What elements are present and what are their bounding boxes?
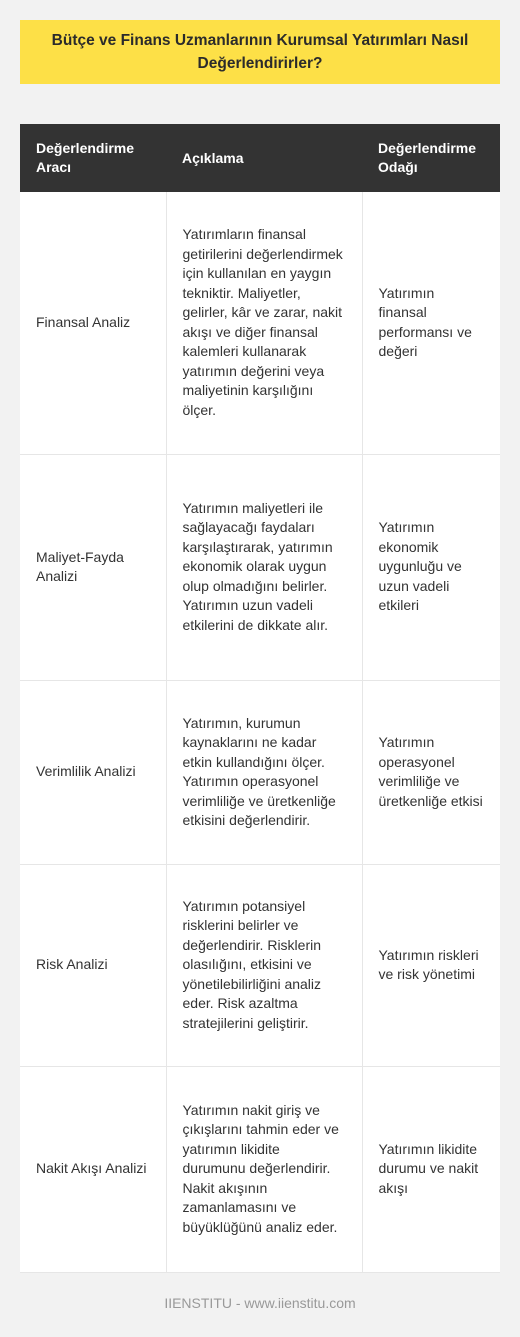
table-header-row xyxy=(20,124,500,192)
table-row xyxy=(20,192,500,454)
cell-tool: Verimlilik Analizi xyxy=(20,680,166,864)
cell-description: Yatırımın maliyetleri ile sağlayacağı faydaları karşılaştırarak, yatırımın ekonomik olarak uygun olup olmadığını belirler. Yatırımın uzun vadeli etkilerini de dikkate alır. xyxy=(166,454,362,680)
header-tool: Değerlendirme Aracı xyxy=(20,124,166,192)
table-row xyxy=(20,1066,500,1272)
cell-description: Yatırımların finansal getirilerini değerlendirmek için kullanılan en yaygın tekniktir. Maliyetler, gelirler, kâr ve zarar, nakit akışı ve diğer finansal kalemleri kullanarak yatırımın değerini veya maliyetinin karşılığını ölçer. xyxy=(166,192,362,454)
page-title: Bütçe ve Finans Uzmanlarının Kurumsal Yatırımları Nasıl Değerlendirirler? xyxy=(51,32,469,72)
cell-focus: Yatırımın ekonomik uygunluğu ve uzun vadeli etkileri xyxy=(362,454,500,680)
title-banner xyxy=(20,20,500,84)
cell-tool: Finansal Analiz xyxy=(20,192,166,454)
table-row xyxy=(20,680,500,864)
cell-focus: Yatırımın operasyonel verimliliğe ve üretkenliğe etkisi xyxy=(362,680,500,864)
cell-tool: Risk Analizi xyxy=(20,864,166,1066)
cell-description: Yatırımın, kurumun kaynaklarını ne kadar etkin kullandığını ölçer. Yatırımın operasyonel verimliliğe ve üretkenliğe etkisini değerlendirir. xyxy=(166,680,362,864)
cell-description: Yatırımın nakit giriş ve çıkışlarını tahmin eder ve yatırımın likidite durumunu değerlendirir. Nakit akışının zamanlamasını ve büyüklüğünü analiz eder. xyxy=(166,1066,362,1272)
cell-focus: Yatırımın riskleri ve risk yönetimi xyxy=(362,864,500,1066)
header-description: Açıklama xyxy=(166,124,362,192)
footer-credit: IIENSTITU - www.iienstitu.com xyxy=(164,1295,356,1311)
cell-focus: Yatırımın finansal performansı ve değeri xyxy=(362,192,500,454)
evaluation-table xyxy=(20,124,500,1273)
table-row xyxy=(20,864,500,1066)
cell-focus: Yatırımın likidite durumu ve nakit akışı xyxy=(362,1066,500,1272)
cell-tool: Maliyet-Fayda Analizi xyxy=(20,454,166,680)
table-row xyxy=(20,454,500,680)
header-focus: Değerlendirme Odağı xyxy=(362,124,500,192)
cell-tool: Nakit Akışı Analizi xyxy=(20,1066,166,1272)
cell-description: Yatırımın potansiyel risklerini belirler ve değerlendirir. Risklerin olasılığını, etkisini ve yönetilebilirliğini analiz eder. Risk azaltma stratejilerini geliştirir. xyxy=(166,864,362,1066)
